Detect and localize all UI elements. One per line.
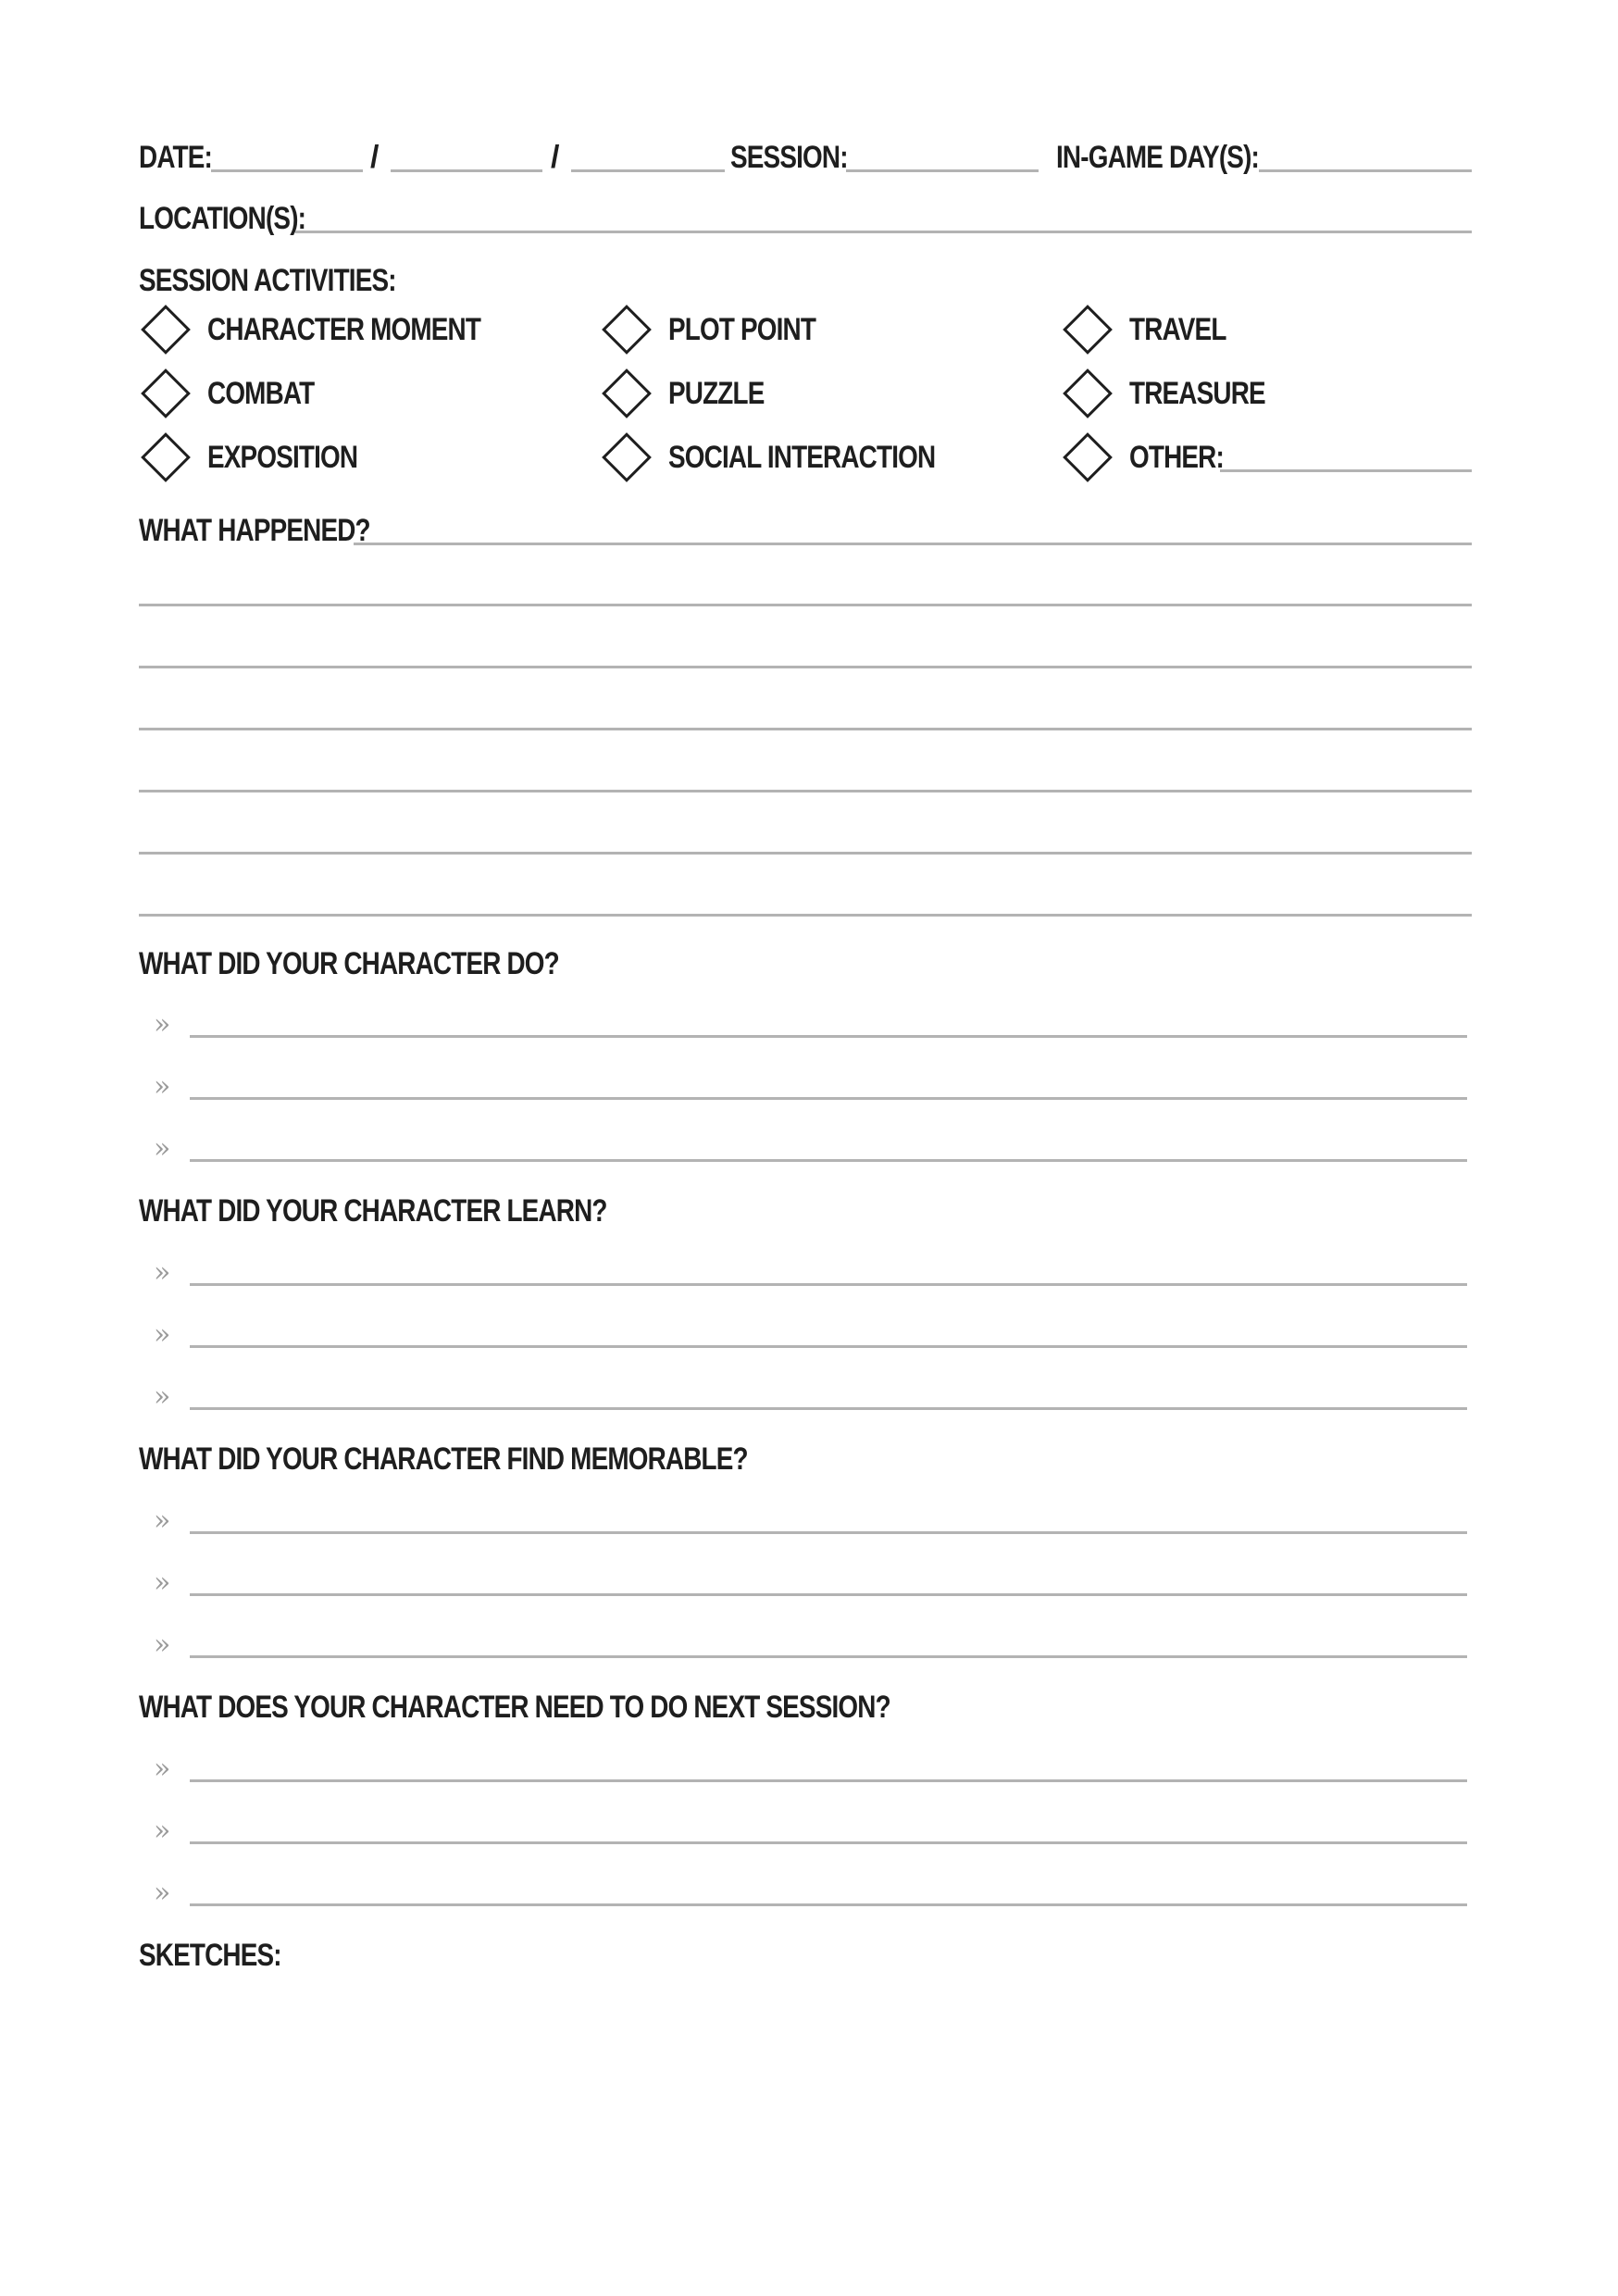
puzzle-checkbox-icon[interactable] bbox=[602, 368, 652, 418]
what-happened-line[interactable] bbox=[139, 914, 1472, 917]
what-happened-line[interactable] bbox=[354, 543, 1472, 545]
locations-label: LOCATION(S): bbox=[139, 201, 306, 236]
character-do-line[interactable] bbox=[190, 1035, 1467, 1038]
ingame-days-label: IN-GAME DAY(S): bbox=[1056, 140, 1260, 175]
other-activity-field[interactable] bbox=[1220, 469, 1472, 472]
character-memorable-line[interactable] bbox=[190, 1655, 1467, 1658]
sketches-area[interactable] bbox=[139, 1981, 1472, 2259]
character-next-line[interactable] bbox=[190, 1903, 1467, 1906]
what-happened-line[interactable] bbox=[139, 852, 1472, 855]
character-next-line[interactable] bbox=[190, 1841, 1467, 1844]
sketches-heading: SKETCHES: bbox=[139, 1938, 281, 1973]
character-learn-line[interactable] bbox=[190, 1407, 1467, 1410]
session-activities-title: SESSION ACTIVITIES: bbox=[139, 263, 396, 298]
character-memorable-line[interactable] bbox=[190, 1593, 1467, 1596]
date-month-field[interactable] bbox=[391, 169, 542, 172]
what-happened-line[interactable] bbox=[139, 666, 1472, 668]
ingame-days-field[interactable] bbox=[1259, 169, 1472, 172]
activity-travel: TRAVEL bbox=[1129, 312, 1226, 347]
bullet-icon: » bbox=[154, 1070, 171, 1103]
what-happened-heading: WHAT HAPPENED? bbox=[139, 513, 370, 548]
what-happened-line[interactable] bbox=[139, 790, 1472, 792]
activity-social-interaction: SOCIAL INTERACTION bbox=[668, 440, 936, 475]
plot-point-checkbox-icon[interactable] bbox=[602, 305, 652, 355]
activity-combat: COMBAT bbox=[207, 376, 315, 411]
activity-plot-point: PLOT POINT bbox=[668, 312, 816, 347]
bullet-icon: » bbox=[154, 1504, 171, 1537]
character-do-line[interactable] bbox=[190, 1159, 1467, 1162]
activity-exposition: EXPOSITION bbox=[207, 440, 358, 475]
bullet-icon: » bbox=[154, 1008, 171, 1041]
what-happened-line[interactable] bbox=[139, 728, 1472, 730]
bullet-icon: » bbox=[154, 1877, 171, 1909]
character-do-line[interactable] bbox=[190, 1097, 1467, 1100]
what-happened-line[interactable] bbox=[139, 604, 1472, 606]
session-label: SESSION: bbox=[730, 140, 848, 175]
activity-puzzle: PUZZLE bbox=[668, 376, 765, 411]
date-separator: / bbox=[551, 140, 560, 175]
date-label: DATE: bbox=[139, 140, 213, 175]
date-day-field[interactable] bbox=[211, 169, 363, 172]
activity-treasure: TREASURE bbox=[1129, 376, 1265, 411]
date-year-field[interactable] bbox=[571, 169, 725, 172]
other-checkbox-icon[interactable] bbox=[1063, 432, 1113, 482]
activity-character-moment: CHARACTER MOMENT bbox=[207, 312, 481, 347]
exposition-checkbox-icon[interactable] bbox=[141, 432, 191, 482]
bullet-icon: » bbox=[154, 1318, 171, 1351]
bullet-icon: » bbox=[154, 1132, 171, 1165]
session-field[interactable] bbox=[846, 169, 1039, 172]
character-learn-line[interactable] bbox=[190, 1283, 1467, 1286]
bullet-icon: » bbox=[154, 1815, 171, 1847]
bullet-icon: » bbox=[154, 1380, 171, 1413]
bullet-icon: » bbox=[154, 1566, 171, 1599]
bullet-icon: » bbox=[154, 1256, 171, 1289]
character-do-heading: WHAT DID YOUR CHARACTER DO? bbox=[139, 946, 559, 981]
combat-checkbox-icon[interactable] bbox=[141, 368, 191, 418]
travel-checkbox-icon[interactable] bbox=[1063, 305, 1113, 355]
character-moment-checkbox-icon[interactable] bbox=[141, 305, 191, 355]
character-next-line[interactable] bbox=[190, 1779, 1467, 1782]
treasure-checkbox-icon[interactable] bbox=[1063, 368, 1113, 418]
bullet-icon: » bbox=[154, 1628, 171, 1661]
activity-other: OTHER: bbox=[1129, 440, 1224, 475]
character-learn-line[interactable] bbox=[190, 1345, 1467, 1348]
bullet-icon: » bbox=[154, 1753, 171, 1785]
character-learn-heading: WHAT DID YOUR CHARACTER LEARN? bbox=[139, 1193, 607, 1229]
character-memorable-line[interactable] bbox=[190, 1531, 1467, 1534]
date-separator: / bbox=[370, 140, 380, 175]
locations-field[interactable] bbox=[295, 231, 1472, 233]
character-memorable-heading: WHAT DID YOUR CHARACTER FIND MEMORABLE? bbox=[139, 1441, 748, 1477]
character-next-heading: WHAT DOES YOUR CHARACTER NEED TO DO NEXT SESSION? bbox=[139, 1690, 890, 1725]
social-interaction-checkbox-icon[interactable] bbox=[602, 432, 652, 482]
